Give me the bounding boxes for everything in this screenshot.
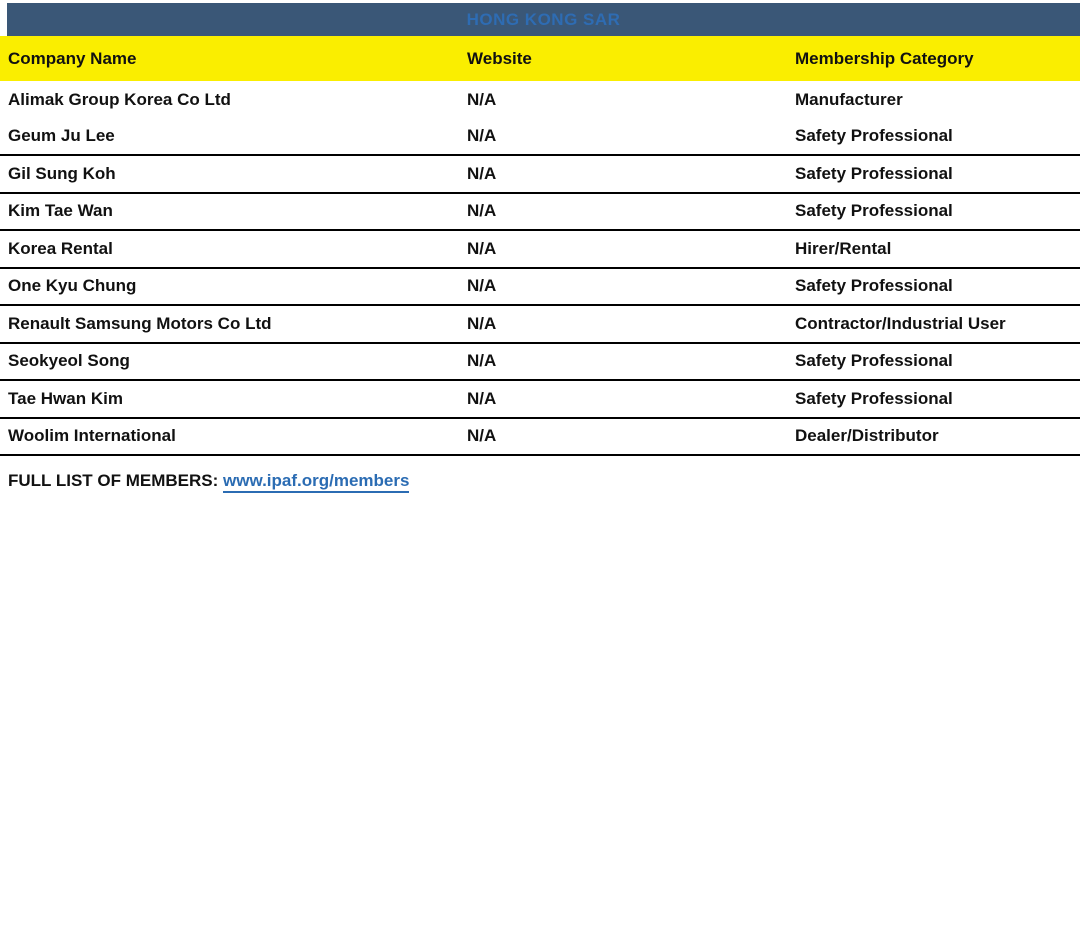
company-name-cell: One Kyu Chung <box>8 276 137 296</box>
membership-category-cell: Contractor/Industrial User <box>795 313 1006 333</box>
table-row <box>0 231 1080 269</box>
company-name-cell: Woolim International <box>8 426 176 446</box>
website-cell: N/A <box>467 201 497 221</box>
table-row <box>0 269 1080 307</box>
company-name-cell: Alimak Group Korea Co Ltd <box>8 89 231 109</box>
table-row <box>0 81 1080 119</box>
table-header-row <box>0 36 1080 81</box>
website-cell: N/A <box>467 126 497 146</box>
website-cell: N/A <box>467 238 497 258</box>
website-cell: N/A <box>467 388 497 408</box>
website-cell: N/A <box>467 313 497 333</box>
membership-category-cell: Manufacturer <box>795 89 903 109</box>
table-row <box>0 119 1080 157</box>
table-body <box>0 81 1080 456</box>
company-name-cell: Gil Sung Koh <box>8 163 116 183</box>
membership-category-cell: Dealer/Distributor <box>795 426 939 446</box>
table-row <box>0 419 1080 457</box>
membership-category-cell: Safety Professional <box>795 163 953 183</box>
footer-label: FULL LIST OF MEMBERS: <box>8 471 219 490</box>
column-header-company-name: Company Name <box>8 48 137 68</box>
website-cell: N/A <box>467 351 497 371</box>
membership-category-cell: Safety Professional <box>795 126 953 146</box>
table-row <box>0 306 1080 344</box>
region-banner <box>7 3 1080 36</box>
membership-category-cell: Safety Professional <box>795 201 953 221</box>
table-row <box>0 381 1080 419</box>
company-name-cell: Seokyeol Song <box>8 351 130 371</box>
column-header-website: Website <box>467 48 532 68</box>
table-row <box>0 194 1080 232</box>
company-name-cell: Renault Samsung Motors Co Ltd <box>8 313 272 333</box>
company-name-cell: Tae Hwan Kim <box>8 388 123 408</box>
full-members-list-link[interactable]: www.ipaf.org/members <box>223 471 409 493</box>
website-cell: N/A <box>467 276 497 296</box>
table-row <box>0 156 1080 194</box>
membership-category-cell: Safety Professional <box>795 388 953 408</box>
table-row <box>0 344 1080 382</box>
website-cell: N/A <box>467 163 497 183</box>
footer <box>8 471 409 491</box>
membership-category-cell: Safety Professional <box>795 276 953 296</box>
region-title: HONG KONG SAR <box>466 9 621 29</box>
website-cell: N/A <box>467 89 497 109</box>
company-name-cell: Korea Rental <box>8 238 113 258</box>
company-name-cell: Geum Ju Lee <box>8 126 115 146</box>
company-name-cell: Kim Tae Wan <box>8 201 113 221</box>
membership-category-cell: Hirer/Rental <box>795 238 892 258</box>
column-header-membership-category: Membership Category <box>795 48 974 68</box>
website-cell: N/A <box>467 426 497 446</box>
membership-category-cell: Safety Professional <box>795 351 953 371</box>
